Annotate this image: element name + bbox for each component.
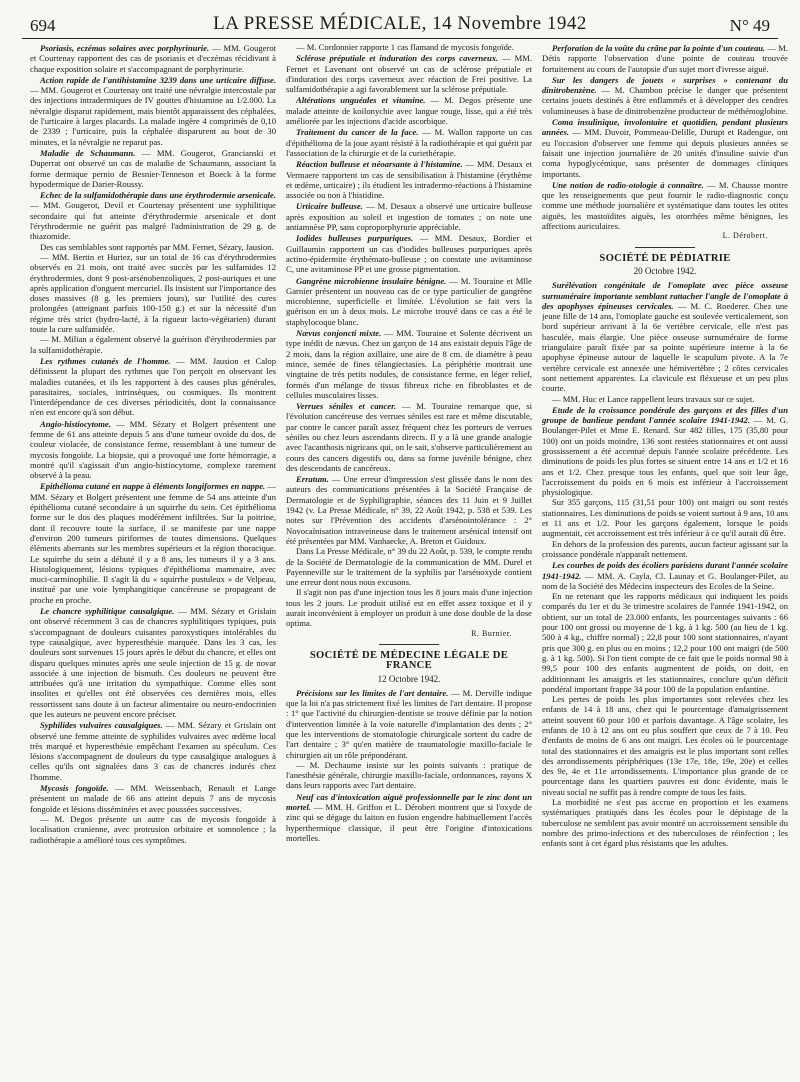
article-title: Mycosis fongoïde. xyxy=(40,783,109,794)
page-number: 694 xyxy=(30,16,56,35)
article-text: — MM. Sézary et Grislain ont observé récemment 3 cas de chancres syphilitiques typiques, puis s'accompagnant de douleurs cuisantes paroxystiques intolérables du type causalgique, avec hyperesthésie marquée. Dans les 3 cas, les douleurs sont survenues 15 jours après le début du chancre, et elles ont disparu quelques minutes après une seule injection de 15 g. de novar associée à une injection de bismuth. Ces douleurs ne peuvent être attribuées qu'à une irritation du sympathique. Comme elles sont insolites et qu'elles ont été observées ces dernières mois, elles ressortissent sans doute à un facteur alimentaire ou neuro-endocrinien que les auteurs ne peuvent encore préciser. xyxy=(30,606,276,719)
column-left xyxy=(30,42,276,1078)
article-text: Dans La Presse Médicale, n° 39 du 22 Août, p. 539, le compte rendu de la Société de Dermatologie de la communication de MM. Durel et Payenneville sur le traitement de la syphilis par l'arsénoxyde contient une erreur dont nous nous excusons. xyxy=(286,546,532,588)
article-title: Erratum. xyxy=(296,474,329,485)
article-text: — MM. Huc et Lance rappellent leurs travaux sur ce sujet. xyxy=(552,393,755,404)
article-title: Verrues séniles et cancer. xyxy=(296,401,397,412)
article-text: — M. Degos présente une malade atteinte de koilonychie avec langue rouge, lisse, qui a été très améliorée par les injections d'acide ascorbique. xyxy=(286,95,532,127)
article-text: — M. Derville indique que la loi n'a pas strictement fixé les limites de l'art dentaire. Il propose : 1° que l'activité du chirurgien-dentiste se trouve définie par la notion d'intervention limitée à la voie naturelle d'implantation des dents ; 2° que les interventions de stomatologie chirurgicale sortent du cadre de l'art dentaire ; 3° qu'en matière de traumatologie maxillo-faciale le chirurgien ait un rôle prépondérant. xyxy=(286,687,532,760)
signature: R. Burnier. xyxy=(471,628,512,638)
article-title: Précisions sur les limites de l'art dentaire. xyxy=(296,687,449,698)
section-heading: SOCIÉTÉ DE MÉDECINE LÉGALE DE FRANCE xyxy=(309,649,509,672)
article-paragraph xyxy=(542,560,788,591)
article-paragraph xyxy=(30,148,276,189)
article-text: Sur 355 garçons, 115 (31,51 pour 100) ont maigri ou sont restés stationnaires. Les diminutions de poids se voient surtout à 9 ans, 10 ans et 11 ans et 1/2. Pour les garçons également, lorsque le poids augmentait, cet accroissement est très inférieur à ce qu'il aurait dû être. xyxy=(542,497,788,539)
article-paragraph xyxy=(30,43,276,74)
paragraph xyxy=(30,334,276,355)
text-columns xyxy=(22,42,788,1078)
article-paragraph xyxy=(286,688,532,760)
paragraph xyxy=(542,394,788,404)
article-text: En ne retenant que les rapports médicaux qui indiquent les poids comparés du 1er et du 3e trimestre scolaires de l'année 1941-1942, on obtient, sur un total de 23.000 enfants, les pourcentages suivants : 66 pour 100 ont grossi ou moyenne de 1 kg. à 1 kg. 500 (au lieu de 1 kg. 500 à 4 kg., chiffre normal) ; 22,8 pour 100 sont stationnaires, n'ayant pris que 300 g. en plus ou en moins ; 12,2 pour 100 ont maigri (de 500 g. à 1 kg. 500). Si l'on tient compte de ce fait que le poids normal 98 à 99,5 pour 100 des enfants augmentent de poids, on doit, en additionnant les amaigris et les stationnaires, conclure qu'un déficit pondéral important frappe 34 pour 100 de la population enfantine. xyxy=(542,591,788,694)
article-text: — MM. Desaux, Bordier et Guillaumin rapportent un cas d'iodides bulleuses purpuriques après actino-épidermite érythémato-bulleuse ; on constate une avitaminose C, une avitaminose PP et une grosse pigmentation. xyxy=(286,233,532,275)
page-header xyxy=(22,8,778,39)
issue-number: N° 49 xyxy=(729,16,770,35)
article-text: — MM. Sézary et Bolgert présentent une femme de 54 ans atteinte d'un épithélioma cutané secondaire à un squirrhe du sein. Cet épithélioma forme sur le dos des plaques modérément infiltrées. Sur la poitrine, dont il recouvre toute la surface, il se manifeste par une nappe d'environ 200 tumeurs piriformes de toutes dimensions. Quelques éléments aberrants sur les membres supérieurs et la région thoracique. Le squirrhe du sein a débuté il y a 8 ans, les tumeurs il y a 3 ans. Histologiquement, lésions typiques d'épithélioma mammaire, avec muci-carminophilie. Il s'agit là du « squirrhe pustuleux » de Velpeau, institué par une voie lymphangitique cancéreuse se propageant de proche en proche. xyxy=(30,481,276,605)
article-paragraph xyxy=(542,117,788,179)
paragraph xyxy=(286,760,532,791)
paragraph xyxy=(542,694,788,797)
article-title: Réaction bulleuse et néoarsante à l'histamine. xyxy=(296,159,463,170)
article-text: La morbidité ne s'est pas accrue en proportion et les examens systématiques pratiqués dans les écoles pour le dépistage de la tuberculose ne semblent pas avoir montré un accroissement sensible du nombre des primo-infections et des tuberculoses de réinfection ; les enfants sont à cet égard plus résistants que les adultes. xyxy=(542,797,788,849)
article-text: — MM. Sézary et Bolgert présentent une femme de 61 ans atteinte depuis 5 ans d'une tumeur ovoïde du dos, de couleur violacée, de consistance ferme, ressemblant à une tumeur de mycosis fongoïde. La biopsie, qui a provoqué une forte hémorragie, a montré qu'il s'agissait d'un angio-histiocytome, complexe rarement observé à la peau. xyxy=(30,418,276,481)
article-title: Sclérose préputiale et induration des corps caverneux. xyxy=(296,53,499,64)
paragraph xyxy=(542,797,788,848)
article-text: — M. Touraine et Mlle Garnier présentent un nouveau cas de ce type particulier de gangrène microbienne, superficielle et limitée. L'évolution se fait vers la guérison en un à deux mois. Le microbe trouvé dans ce cas a été le staphylocoque blanc. xyxy=(286,275,532,327)
article-paragraph xyxy=(30,356,276,418)
article-text: — MM. Sézary et Grislain ont observé une femme atteinte de syphilides vulvaires avec œdème local très marqué et hyperesthésie empêchant l'examen au spéculum. Ces lésions s'accompagnent de douleurs du type causalgique analogues à celles qu'ils ont signalées dans 3 cas de chancres indurés chez l'homme. xyxy=(30,720,276,782)
article-paragraph xyxy=(286,233,532,274)
article-text: — M. Chausse montre que les renseignements que peut fournir le radio-diagnostic conçu comme une méthode journalière et systématique dans toutes les otites aiguës, les mastoïdites aiguës, les otorrhées même bénignes, les affections auriculaires. xyxy=(542,179,788,232)
article-title: Surélévation congénitale de l'omoplate avec pièce osseuse surnuméraire importante semblant rattacher l'angle de l'omoplate à des apophyses épineuses cervicales. xyxy=(542,280,788,311)
article-paragraph xyxy=(30,720,276,782)
article-text: — M. Détis rapporte l'observation d'une pointe de couteau trouvée fortuitement au cours de l'autopsie d'un sujet mort d'ivresse aiguë. xyxy=(542,43,788,74)
article-text: — MM. Gougerot, Devil et Courtenay présentent une syphilitique secondaire qui fut atteinte d'érythrodermie arsenicale et dont l'érythrodermie ne guérit pas malgré l'administration de 29 g. de thiazomide. xyxy=(30,200,276,242)
article-paragraph xyxy=(286,328,532,400)
article-paragraph xyxy=(542,75,788,116)
article-text: — MM. Jausion et Calop définissent la plupart des rythmes que l'on perçoit en observant les maladies cutanées, et ils les rapportent à des causes plus générales, parasitaires, sociales, intrinsèques, ou cosmiques. Ils montrent l'interdépendance de ces diverses périodicités, dont la connaissance n'en est encore qu'à son début. xyxy=(30,355,276,418)
article-paragraph xyxy=(286,159,532,200)
article-text: — M. Desaux a observé une urticaire bulleuse après exposition au soleil et ingestion de tomates ; on note une antiamnèse PP, sans coproporphyrurie appréciable. xyxy=(286,201,532,233)
article-paragraph xyxy=(30,481,276,605)
article-title: Action rapide de l'antihistamine 3239 dans une urticaire diffuse. xyxy=(40,74,276,85)
article-title: Etude de la croissance pondérale des garçons et des filles d'un groupe de banlieue pendant l'année scolaire 1941-1942. xyxy=(542,404,788,426)
article-title: Traitement du cancer de la face. xyxy=(296,127,419,138)
paragraph xyxy=(30,814,276,845)
article-text: Il s'agit non pas d'une injection tous les 8 jours mais d'une injection tous les 2 jours. Le produit utilisé est en effet assez toxique et il y aurait inconvénient à employer un produit à une dose double de la dose optima. xyxy=(286,587,532,629)
paragraph xyxy=(542,497,788,538)
column-middle xyxy=(286,42,532,1078)
article-text: — M. Degos présente un autre cas de mycosis fongoïde à localisation cranienne, avec protrusion orbitaire et somnolence ; la radiothérapie a amélioré tous ces symptômes. xyxy=(30,813,276,845)
article-text: — MM. Gougerot, Grancianski et Duperrat ont observé un cas de maladie de Schaumann, associant la forme dermique pernio de Besnier-Tenneson et Boeck à la forme hypodermique de Darier-Roussy. xyxy=(30,147,276,189)
article-paragraph xyxy=(542,405,788,498)
article-paragraph xyxy=(286,276,532,327)
article-title: Echec de la sulfamidothérapie dans une érythrodermie arsenicale. xyxy=(40,190,276,201)
article-text: — MM. Gougerot et Courtenay rapportent des cas de psoriasis et d'eczémas récidivant à chaque exposition solaire et s'accompagnant de porphyrinurie. xyxy=(30,43,276,74)
article-paragraph xyxy=(542,280,788,393)
article-text: — M. Dechaume insiste sur les points suivants : pratique de l'anesthésie générale, chirurgie maxillo-faciale, ordonnances, rayons X dans leurs rapports avec l'art dentaire. xyxy=(286,759,532,791)
section-date: 20 Octobre 1942. xyxy=(633,265,697,276)
section-rule xyxy=(635,247,695,248)
article-text: — M. G. Boulanger-Pilet et Mme E. Renard. Sur 482 filles, 175 (35,80 pour 100) ont un poids moindre, 136 sont restées stationnaires et ont aussi grossissement a été accentué depuis l'année scolaire précédente. Les diminutions de poids les plus fortes se situent entre 14 ans et 1/2 et 16 ans et 1/2. Chez presque tous les enfants, quel que soit leur âge, l'accroissement du poids en 6 mois est inférieur à l'accroissement physiologique. xyxy=(542,415,788,498)
article-text: — MM. Duvoir, Pommeau-Delille, Durupt et Radengue, ont eu l'occasion d'observer une femme qui depuis plusieurs années se faisait une injection journalière de 20 unités d'insuline suivie d'un coma hypoglycémique, sans présenter de dommages cliniques importants. xyxy=(542,127,788,179)
article-title: Gangrène microbienne insulaire bénigne. xyxy=(296,275,447,286)
paragraph xyxy=(286,42,532,52)
article-paragraph xyxy=(30,190,276,241)
article-text: — M. Milian a également observé la guérison d'érythrodermies par la sulfamidothérapie. xyxy=(30,334,276,355)
article-text: — MM. H. Griffon et L. Dérobert montrent que si l'oxyde de zinc qui se dégage du laiton en fusion engendre habituellement l'accès hyperthermique classique, il peut être l'origine d'intoxications mortelles. xyxy=(286,802,532,843)
article-title: Coma insulinique, involontaire et quotidien, pendant plusieurs années. xyxy=(542,117,788,138)
article-text: — M. Wallon rapporte un cas d'épithélioma de la joue ayant résisté à la radiothérapie et qui guérit par l'association de la chirurgie et de la curiethérapie. xyxy=(286,127,532,158)
article-title: Une notion de radio-otologie à connaître. xyxy=(552,179,704,190)
article-text: — MM. Desaux et Vermaere rapportent un cas de sensibilisation à l'histamine (érythème et œdème, urticaire) ; ils étudient les intradermo-réactions à l'histamine associée ou non à l'histidine. xyxy=(286,159,532,201)
article-title: Iodides bulleuses purpuriques. xyxy=(296,233,414,244)
article-title: Maladie de Schaumann. xyxy=(40,147,136,158)
paragraph xyxy=(542,539,788,560)
article-text: — MM. Touraine et Solente décrivent un type inédit de nævus. Chez un garçon de 14 ans existait depuis l'âge de 2 mois, dans la région axillaire, une aire de 8 cm. de diamètre à peau mince, semée de fines télangiectasies. La périphérie montrait une vingtaine de très petits nodules, de consistance ferme, en léger relief, formés d'un mélange de tissus fibreux riche en fibroblastes et de cellules musculaires lisses. xyxy=(286,328,532,400)
paragraph xyxy=(286,587,532,628)
journal-title: LA PRESSE MÉDICALE, 14 Novembre 1942 xyxy=(213,13,587,34)
paragraph xyxy=(30,252,276,334)
article-text: — MM. Bertin et Huriez, sur un total de 16 cas d'érythrodermies observés en 21 mois, ont traité avec succès par les sulfamides 12 érythrodermies, dont 9 post-arsénobenzoliques, 2 post-auriques et une après application d'onguent mercuriel. Ils insistent sur l'importance des doses massives (8 g. les premiers jours), sur l'utilité des cures prolongées (atteignant parfois 100-150 g.) et sur la nécessité d'un régime très strict (hydro-lacté, à la rigueur lacto-végétarien) durant toute la cure sulfamidée. xyxy=(30,251,276,335)
article-text: — M. C. Roederer. Chez une jeune fille de 14 ans, l'omoplate gauche est soulevée verticalement, son bord supérieur arrivant à la 6e vertèbre cervicale, elle n'est pas basculée, mais élargie. Une pièce osseuse surnuméraire de forme triangulaire paraît fixée par sa pointe supérieure interne à la 6e apophyse épineuse autour de laquelle le scapulum pivote. A la 7e vertèbre cervicale est annexée une hémivertèbre ; 2 côtes cervicales sont nettement apparentes. La clavicule est fléxueuse et un peu plus courte. xyxy=(542,300,788,394)
article-text: — MM. Fernet et Lavenant ont observé un cas de sclérose préputiale et d'induration des corps caverneux avec réaction de Frei positive. La sulfamidothérapie a agi favorablement sur la sclérose préputiale. xyxy=(286,53,532,95)
article-paragraph xyxy=(30,606,276,719)
article-text: — Une erreur d'impression s'est glissée dans le nom des auteurs des communications présentées à la Société Française de Dermatologie et de Syphiligraphie, séances des 11 Juin et 9 Juillet 1942 (v. La Presse Médicale, n° 39, 22 Août 1942, p. 538 et 539. Les notes sur l'Prévention des accidents d'arsénointolérance : 2° Novocaïnisation intraveineuse dans le traitement arsénical intensif ont été présentées par MM. Vanhaecke, A. Breton et Guidoux. xyxy=(286,474,532,546)
article-title: Epithélioma cutané en nappe à éléments longiformes en nappe. xyxy=(40,481,266,492)
article-text: — M. Cordonnier rapporte 1 cas flamand de mycosis fongoïde. xyxy=(296,42,514,52)
article-title: Psoriasis, eczémas solaires avec porphyrinurie. xyxy=(40,43,210,53)
article-title: Perforation de la voûte du crâne par la pointe d'un couteau. xyxy=(552,43,766,53)
article-text: — MM. A. Cayla, Cl. Launay et G. Boulanger-Pilet, au nom de la Société des Médecins inspecteurs des Ecoles de la Seine. xyxy=(542,570,788,591)
article-title: Les courbes de poids des écoliers parisiens durant l'année scolaire 1941-1942. xyxy=(542,560,788,581)
article-paragraph xyxy=(30,75,276,147)
section-date: 12 Octobre 1942. xyxy=(377,673,441,684)
article-paragraph xyxy=(286,401,532,473)
article-text: Les pertes de poids les plus importantes sont relevées chez les enfants de 14 à 18 ans, chez qui le pourcentage d'amaigrissement atteint souvent 60 pour 100 et parfois davantage. A l'âge scolaire, les enfants de 10 à 12 ans ont eu plus souffert que ceux de 7 à 10. Peu d'enfants de moins de 6 ans ont maigri. Les écoles où le pourcentage total des stationnaires et des amaigris est le plus important sont celles des arrondissements périphériques (13e 17e, 18e, 19e, 20e) et celles des 9e, 4e et 11e arrondissements. L'importance plus grande de ce pourcentage dans les quartiers pauvres est donc évidente, mais le niveau social ne suffit pas à rendre compte de tous les faits. xyxy=(542,694,788,797)
article-title: Nævus conjoncti mixte. xyxy=(296,328,382,339)
column-right xyxy=(542,42,788,1078)
article-text: — M. Touraine remarque que, si l'évolution cancéreuse des verrues séniles est rare et même discutable, par contre le cancer paraît assez fréquent chez les porteurs de verrues séniles ou chez leurs ascendants directs. Il y a là une grande analogie avec l'acanthosis nigricans qui, on le sait, s'observe particulièrement au cours des cancers digestifs ou, dans sa forme juvénile bénigne, chez des descendants de cancéreux. xyxy=(286,401,532,473)
article-title: Neuf cas d'intoxication aiguë professionnelle par le zinc dont un mortel. xyxy=(286,791,532,813)
article-title: Altérations unguéales et vitamine. xyxy=(296,95,426,106)
article-paragraph xyxy=(30,783,276,814)
signature: L. Dérobert. xyxy=(722,231,768,241)
article-paragraph xyxy=(286,792,532,843)
article-text: — MM. Weissenbach, Renault et Lange présentent un malade de 66 ans atteint depuis 7 ans de mycosis fongoïde et lésions disséminées et avec poussées successives. xyxy=(30,783,276,814)
article-text: Des cas semblables sont rapportés par MM. Fernet, Sézary, Jausion. xyxy=(40,241,274,252)
paragraph xyxy=(542,591,788,694)
article-paragraph xyxy=(542,43,788,74)
article-paragraph xyxy=(286,201,532,232)
article-title: Les rythmes cutanés de l'homme. xyxy=(40,355,171,366)
article-title: Syphilides vulvaires causalgiques. xyxy=(40,720,163,731)
article-text: En dehors de la profession des parents, aucun facteur agissant sur la croissance pondérale n'apparaît nettement. xyxy=(542,538,788,559)
article-title: Le chancre syphilitique causalgique. xyxy=(40,606,175,617)
paragraph xyxy=(30,242,276,252)
article-title: Angio-histiocytome. xyxy=(40,418,111,429)
article-paragraph xyxy=(286,53,532,94)
article-text: — M. Chambon précise le danger que présentent certains jouets destinés à être enflammés et à développer des cendres volumineuses à base de dinitrobenzène producteur de méthémoglobine. xyxy=(542,85,788,116)
article-paragraph xyxy=(286,95,532,126)
article-paragraph xyxy=(30,419,276,481)
article-title: Sur les dangers de jouets « surprises » contenant du dinitrobenzène. xyxy=(542,74,788,96)
section-heading: SOCIÉTÉ DE PÉDIATRIE xyxy=(599,252,731,264)
article-paragraph xyxy=(542,180,788,231)
section-rule xyxy=(379,644,439,645)
paragraph xyxy=(286,546,532,587)
article-title: Urticaire bulleuse. xyxy=(296,201,363,212)
article-paragraph xyxy=(286,474,532,546)
article-text: — MM. Gougerot et Courtenay ont traité une névralgie intercostale par des injections intradermiques de IV gouttes d'histamine au 1/2.000. La névralgie disparut rapidement, mais bientôt apparaissent des céphalées, de l'urticaire à larges placards. La malade ingère 4 comprimés de 0,10 de 2339 ; l'urticaire, puis la céphalée disparurent au bout de 30 minutes, et la névralgie ne reparut pas. xyxy=(30,85,276,147)
article-paragraph xyxy=(286,127,532,158)
